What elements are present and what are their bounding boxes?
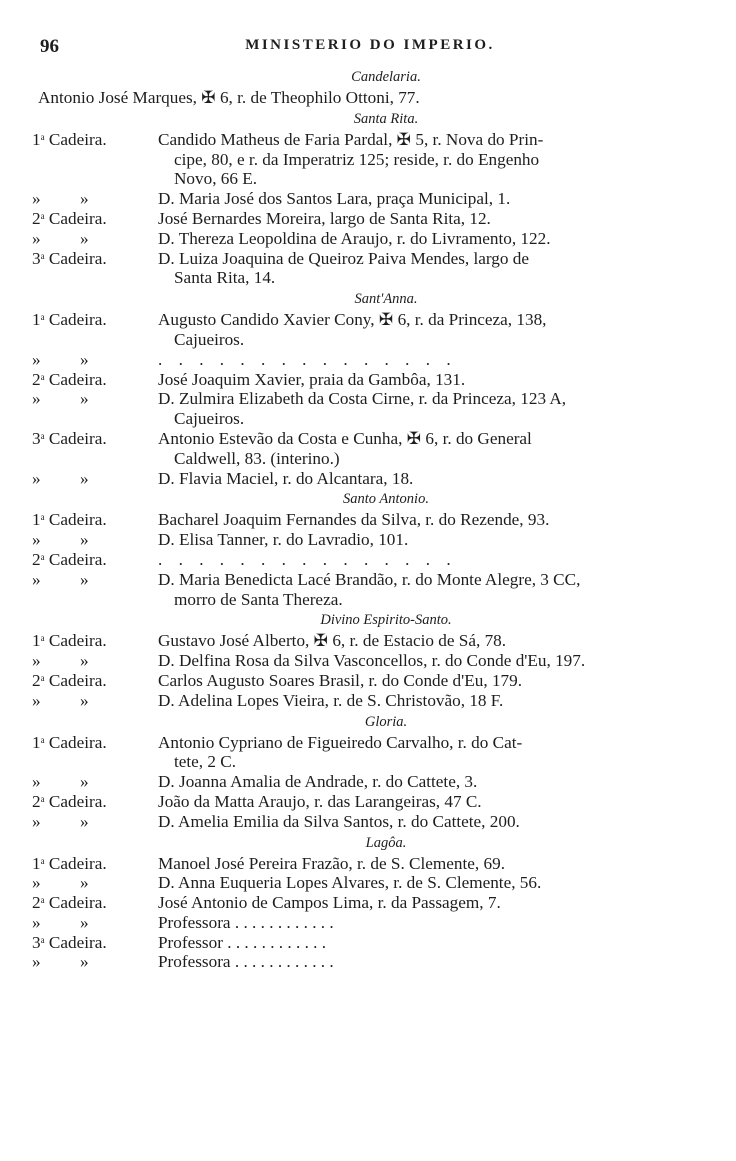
entry-text: [158, 229, 700, 249]
entry: [32, 249, 700, 289]
entry-text: [158, 389, 700, 429]
entry-text: [158, 893, 700, 913]
entry-label: 1$^a$ Cadeira.: [32, 310, 107, 330]
entry-text: [158, 429, 700, 469]
entry-label: » »: [32, 912, 89, 932]
entry: [32, 671, 700, 691]
entry: [32, 631, 700, 651]
entry-line: D. Delfina Rosa da Silva Vasconcellos, r. do Conde d'Eu, 197.: [158, 651, 586, 671]
entry: [32, 209, 700, 229]
entry-line: Manoel José Pereira Frazão, r. de S. Clemente, 69.: [158, 853, 505, 873]
entry-line: Bacharel Joaquim Fernandes da Silva, r. do Rezende, 93.: [158, 510, 550, 530]
entry-text: [158, 530, 700, 550]
section-title: Santo Antonio.: [343, 491, 429, 508]
entry: [32, 854, 700, 874]
entry-text: [158, 189, 700, 209]
entry-label: 2$^a$ Cadeira.: [32, 893, 107, 913]
entry-label: » »: [32, 873, 89, 893]
entry-line: D. Luiza Joaquina de Queiroz Paiva Mendes, largo de: [158, 248, 530, 268]
entry-label: 1$^a$ Cadeira.: [32, 732, 107, 752]
entry-line: Carlos Augusto Soares Brasil, r. do Conde d'Eu, 179.: [158, 670, 523, 690]
entry-label: » »: [32, 530, 89, 550]
entry: [32, 893, 700, 913]
entry-text: [158, 130, 700, 189]
entry-continuation: tete, 2 C.: [174, 752, 237, 772]
entry-line: D. Elisa Tanner, r. do Lavradio, 101.: [158, 530, 409, 550]
entry-label: 2$^a$ Cadeira.: [32, 208, 107, 228]
section-title: Santa Rita.: [353, 110, 419, 127]
entry-label: » »: [32, 349, 89, 369]
entry: [32, 469, 700, 489]
entry: [32, 130, 700, 189]
entry: [32, 229, 700, 249]
entry: [32, 772, 700, 792]
entry-line: D. Amelia Emilia da Silva Santos, r. do Cattete, 200.: [158, 811, 520, 831]
entry-text: [158, 631, 700, 651]
entry-continuation: Novo, 66 E.: [174, 169, 258, 189]
entry-label: 1$^a$ Cadeira.: [32, 510, 107, 530]
entry-text: [158, 651, 700, 671]
entry: [32, 310, 700, 350]
entry-text: [158, 209, 700, 229]
entry-label: 2$^a$ Cadeira.: [32, 791, 107, 811]
entry-label: 3$^a$ Cadeira.: [32, 248, 107, 268]
entry-continuation: Caldwell, 83. (interino.): [174, 448, 340, 468]
entry-label: » »: [32, 468, 89, 488]
entry: [32, 792, 700, 812]
entry-text: [158, 913, 700, 933]
entry-text: [158, 772, 700, 792]
entry-line: José Bernardes Moreira, largo de Santa Rita, 12.: [158, 208, 491, 228]
entry: [32, 189, 700, 209]
entry: [32, 651, 700, 671]
section-title: Sant'Anna.: [354, 291, 418, 308]
entry-label: » »: [32, 569, 89, 589]
entry-line: D. Zulmira Elizabeth da Costa Cirne, r. da Princeza, 123 A,: [158, 389, 567, 409]
entry-text: [158, 249, 700, 289]
entry-line: D. Joanna Amalia de Andrade, r. do Cattete, 3.: [158, 772, 478, 792]
entry: [32, 370, 700, 390]
entry-label: 2$^a$ Cadeira.: [32, 670, 107, 690]
entry-text: [158, 310, 700, 350]
entry-label: » »: [32, 811, 89, 831]
entry-text: [158, 370, 700, 390]
entry-line: D. Thereza Leopoldina de Araujo, r. do Livramento, 122.: [158, 228, 551, 248]
entry-label: » »: [32, 952, 89, 972]
entry-text: [158, 570, 700, 610]
entry: [32, 429, 700, 469]
entry-label: 1$^a$ Cadeira.: [32, 853, 107, 873]
entry: [32, 913, 700, 933]
entry-line: . . . . . . . . . . . . . . .: [158, 549, 457, 569]
entry: [32, 933, 700, 953]
entry: [32, 873, 700, 893]
entry-label: » »: [32, 772, 89, 792]
entry: [32, 550, 700, 570]
entry-line: Antonio Cypriano de Figueiredo Carvalho, r. do Cat-: [158, 732, 523, 752]
entry-continuation: morro de Santa Thereza.: [174, 589, 343, 609]
entry-text: [158, 691, 700, 711]
entry-line: José Joaquim Xavier, praia da Gambôa, 131.: [158, 369, 466, 389]
entry-line: José Antonio de Campos Lima, r. da Passagem, 7.: [158, 893, 501, 913]
entry-label: 2$^a$ Cadeira.: [32, 369, 107, 389]
section-title: Gloria.: [364, 713, 408, 730]
page-number: 96: [40, 36, 59, 57]
entry-label: » »: [32, 189, 89, 209]
entry-continuation: Cajueiros.: [174, 409, 245, 429]
entry: [32, 691, 700, 711]
entry-line: Antonio Estevão da Costa e Cunha, ✠ 6, r. do General: [158, 428, 532, 448]
entry: [32, 530, 700, 550]
entry: [32, 952, 700, 972]
entry-line: Professor . . . . . . . . . . . .: [158, 932, 327, 952]
entry-continuation: Cajueiros.: [174, 329, 245, 349]
entry-continuation: cipe, 80, e r. da Imperatriz 125; reside, r. do Engenho: [174, 149, 540, 169]
entry-line: D. Flavia Maciel, r. do Alcantara, 18.: [158, 468, 414, 488]
entry-line: D. Anna Euqueria Lopes Alvares, r. de S. Clemente, 56.: [158, 873, 542, 893]
entry: [32, 570, 700, 610]
entry-text: [158, 469, 700, 489]
entry-line: D. Maria José dos Santos Lara, praça Municipal, 1.: [158, 189, 511, 209]
entry-text: [158, 933, 700, 953]
entry-text: [158, 812, 700, 832]
entry-label: » »: [32, 651, 89, 671]
entry-line: D. Maria Benedicta Lacé Brandão, r. do Monte Alegre, 3 CC,: [158, 569, 581, 589]
entry-text: [158, 733, 700, 773]
entry-label: » »: [32, 690, 89, 710]
entry-label: 3$^a$ Cadeira.: [32, 428, 107, 448]
page-header: [40, 36, 700, 60]
directory-listing: [32, 66, 700, 972]
entry-text: [158, 873, 700, 893]
entry-label: 1$^a$ Cadeira.: [32, 631, 107, 651]
entry-text: [158, 550, 700, 570]
entry-text: [158, 792, 700, 812]
entry-line: Professora . . . . . . . . . . . .: [158, 952, 334, 972]
entry-text: [158, 510, 700, 530]
section-title: Lagôa.: [365, 834, 407, 851]
entry-continuation: Santa Rita, 14.: [174, 268, 276, 288]
entry-label: » »: [32, 389, 89, 409]
entry-label: 2$^a$ Cadeira.: [32, 549, 107, 569]
entry-text: [158, 350, 700, 370]
entry: [32, 510, 700, 530]
running-head: MINISTERIO DO IMPERIO.: [245, 37, 495, 53]
entry-line: Antonio José Marques, ✠ 6, r. de Theophilo Ottoni, 77.: [38, 88, 420, 107]
entry-label: 1$^a$ Cadeira.: [32, 129, 107, 149]
entry: [32, 350, 700, 370]
entry-label: » »: [32, 228, 89, 248]
entry-text: [158, 671, 700, 691]
entry-line: Gustavo José Alberto, ✠ 6, r. de Estacio de Sá, 78.: [158, 631, 507, 651]
entry-text: [158, 952, 700, 972]
entry-line: João da Matta Araujo, r. das Larangeiras, 47 C.: [158, 791, 482, 811]
entry-line: D. Adelina Lopes Vieira, r. de S. Christovão, 18 F.: [158, 690, 504, 710]
entry: [32, 812, 700, 832]
entry: [32, 389, 700, 429]
entry-line: Augusto Candido Xavier Cony, ✠ 6, r. da Princeza, 138,: [158, 310, 547, 330]
entry-line: . . . . . . . . . . . . . . .: [158, 349, 457, 369]
entry-text: [158, 854, 700, 874]
entry: [32, 733, 700, 773]
section-title: Candelaria.: [351, 69, 421, 85]
section-title: Divino Espirito-Santo.: [320, 612, 452, 629]
entry-line: Candido Matheus de Faria Pardal, ✠ 5, r. Nova do Prin-: [158, 129, 544, 149]
entry-line: Professora . . . . . . . . . . . .: [158, 912, 334, 932]
entry-label: 3$^a$ Cadeira.: [32, 932, 107, 952]
